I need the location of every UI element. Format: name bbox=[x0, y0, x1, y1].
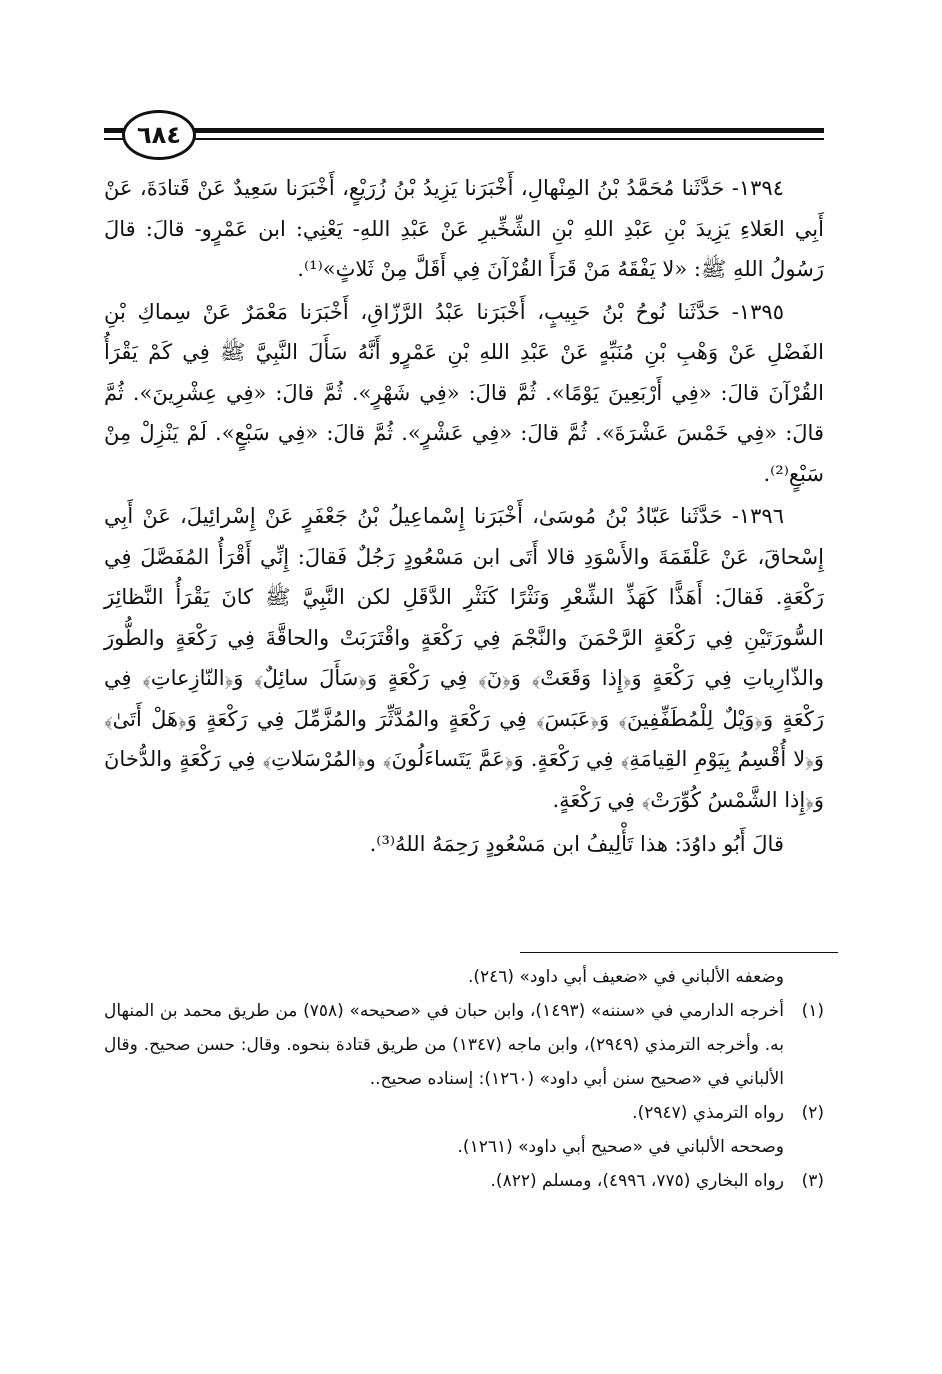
hadith-1394: ١٣٩٤- حَدَّثَنا مُحَمَّدُ بْنُ المِنْهالِ، أَخْبَرَنا يَزِيدُ بْنُ زُرَيْعٍ، أَخْبَرَنا سَعِيدٌ عَنْ قَتادَةَ، عَنْ أَبِي العَلاءِ يَزِيدَ بْنِ عَبْدِ اللهِ بْنِ الشِّخِّيرِ عَنْ عَبْدِ اللهِ- يَعْنِي: ابن عَمْرٍو- قالَ: قالَ رَسُولُ اللهِ ﷺ: «لا يَفْقَهُ مَنْ قَرَأَ القُرْآنَ فِي أَقَلَّ مِنْ ثَلاثٍ»⁽¹⁾. bbox=[104, 176, 824, 281]
footnote-separator bbox=[520, 952, 838, 953]
header-thin-rule bbox=[104, 138, 824, 140]
hadith-1396: ١٣٩٦- حَدَّثَنا عَبّادُ بْنُ مُوسَىٰ، أَخْبَرَنا إِسْماعِيلُ بْنُ جَعْفَرٍ عَنْ إِسْرائِيلَ، عَنْ أَبِي إِسْحاقَ، عَنْ عَلْقَمَةَ والأَسْوَدِ قالا أَتَى ابن مَسْعُودٍ رَجُلٌ فَقالَ: إِنِّي أَقْرَأُ المُفَصَّلَ فِي رَكْعَةٍ. فَقالَ: أَهَذًّا كَهَذِّ الشِّعْرِ وَنَثْرًا كَنَثْرِ الدَّقَلِ لكن النَّبِيَّ ﷺ كانَ يَقْرَأُ النَّظائِرَ السُّورَتَيْنِ فِي رَكْعَةٍ الرَّحْمَنَ والنَّجْمَ فِي رَكْعَةٍ واقْتَرَبَتْ والحاقَّةَ فِي رَكْعَةٍ والطُّورَ والذّارِياتِ فِي رَكْعَةٍ وَ﴿إِذا وَقَعَتْ﴾ وَ﴿نٓ﴾ فِي رَكْعَةٍ وَ﴿سَأَلَ سائِلٌ﴾ وَ﴿النّازِعاتِ﴾ فِي رَكْعَةٍ وَ﴿وَيْلٌ لِلْمُطَفِّفِينَ﴾ وَ﴿عَبَسَ﴾ فِي رَكْعَةٍ والمُدَّثِّرَ والمُزَّمِّلَ فِي رَكْعَةٍ وَ﴿هَلْ أَتَىٰ﴾ وَ﴿لا أُقْسِمُ بِيَوْمِ القِيامَةِ﴾ فِي رَكْعَةٍ. وَ﴿عَمَّ يَتَساءَلُونَ﴾ و﴿المُرْسَلاتِ﴾ فِي رَكْعَةٍ والدُّخانَ وَ﴿إِذا الشَّمْسُ كُوِّرَتْ﴾ فِي رَكْعَةٍ. bbox=[104, 504, 824, 812]
footnote-marker: (٣) bbox=[801, 1171, 824, 1191]
footnote-marker: (١) bbox=[801, 1001, 824, 1021]
footnote-1 bbox=[104, 994, 824, 1096]
footnote-text: أخرجه الدارمي في «سننه» (١٤٩٣)، وابن حبان في «صحيحه» (٧٥٨) من طريق محمد بن المنهال به. وأخرجه الترمذي (٢٩٤٩)، وابن ماجه (١٣٤٧) من طريق قتادة بنحوه. وقال: حسن صحيح. وقال الألباني في «صحيح سنن أبي داود» (١٢٦٠): إسناده صحيح.. bbox=[104, 1001, 785, 1089]
footnote-marker: (٢) bbox=[801, 1103, 824, 1123]
footnote-continuation: وضعفه الألباني في «ضعيف أبي داود» (٢٤٦). bbox=[467, 967, 784, 987]
footnote-3 bbox=[104, 1164, 824, 1198]
footnote-text: رواه البخاري (٧٧٥، ٤٩٩٦)، ومسلم (٨٢٢). bbox=[490, 1171, 784, 1191]
footnote-text: رواه الترمذي (٢٩٤٧). bbox=[632, 1103, 784, 1123]
main-text bbox=[104, 168, 824, 864]
header-thick-rule bbox=[104, 128, 824, 133]
page-header bbox=[104, 108, 824, 164]
footnotes bbox=[104, 960, 824, 1198]
footnote-2 bbox=[104, 1096, 824, 1130]
footnote-2-continuation: وصححه الألباني في «صحيح أبي داود» (١٢٦١). bbox=[457, 1137, 784, 1157]
hadith-1395: ١٣٩٥- حَدَّثَنا نُوحُ بْنُ حَبِيبٍ، أَخْبَرَنا عَبْدُ الرَّزّاقِ، أَخْبَرَنا مَعْمَرٌ عَنْ سِماكِ بْنِ الفَضْلِ عَنْ وَهْبِ بْنِ مُنَبِّهٍ عَنْ عَبْدِ اللهِ بْنِ عَمْرٍو أَنَّهُ سَأَلَ النَّبِيَّ ﷺ فِي كَمْ يَقْرَأُ القُرْآنَ قالَ: «فِي أَرْبَعِينَ يَوْمًا». ثُمَّ قالَ: «فِي شَهْرٍ». ثُمَّ قالَ: «فِي عِشْرِينَ». ثُمَّ قالَ: «فِي خَمْسَ عَشْرَةَ». ثُمَّ قالَ: «فِي عَشْرٍ». ثُمَّ قالَ: «فِي سَبْعٍ». لَمْ يَنْزِلْ مِنْ سَبْعٍ⁽²⁾. bbox=[104, 299, 824, 486]
abu-dawud-remark: قالَ أَبُو داوُدَ: هذا تَأْلِيفُ ابن مَسْعُودٍ رَحِمَهُ اللهُ⁽³⁾. bbox=[369, 832, 784, 856]
page-number: ٦٨٤ bbox=[122, 110, 196, 160]
